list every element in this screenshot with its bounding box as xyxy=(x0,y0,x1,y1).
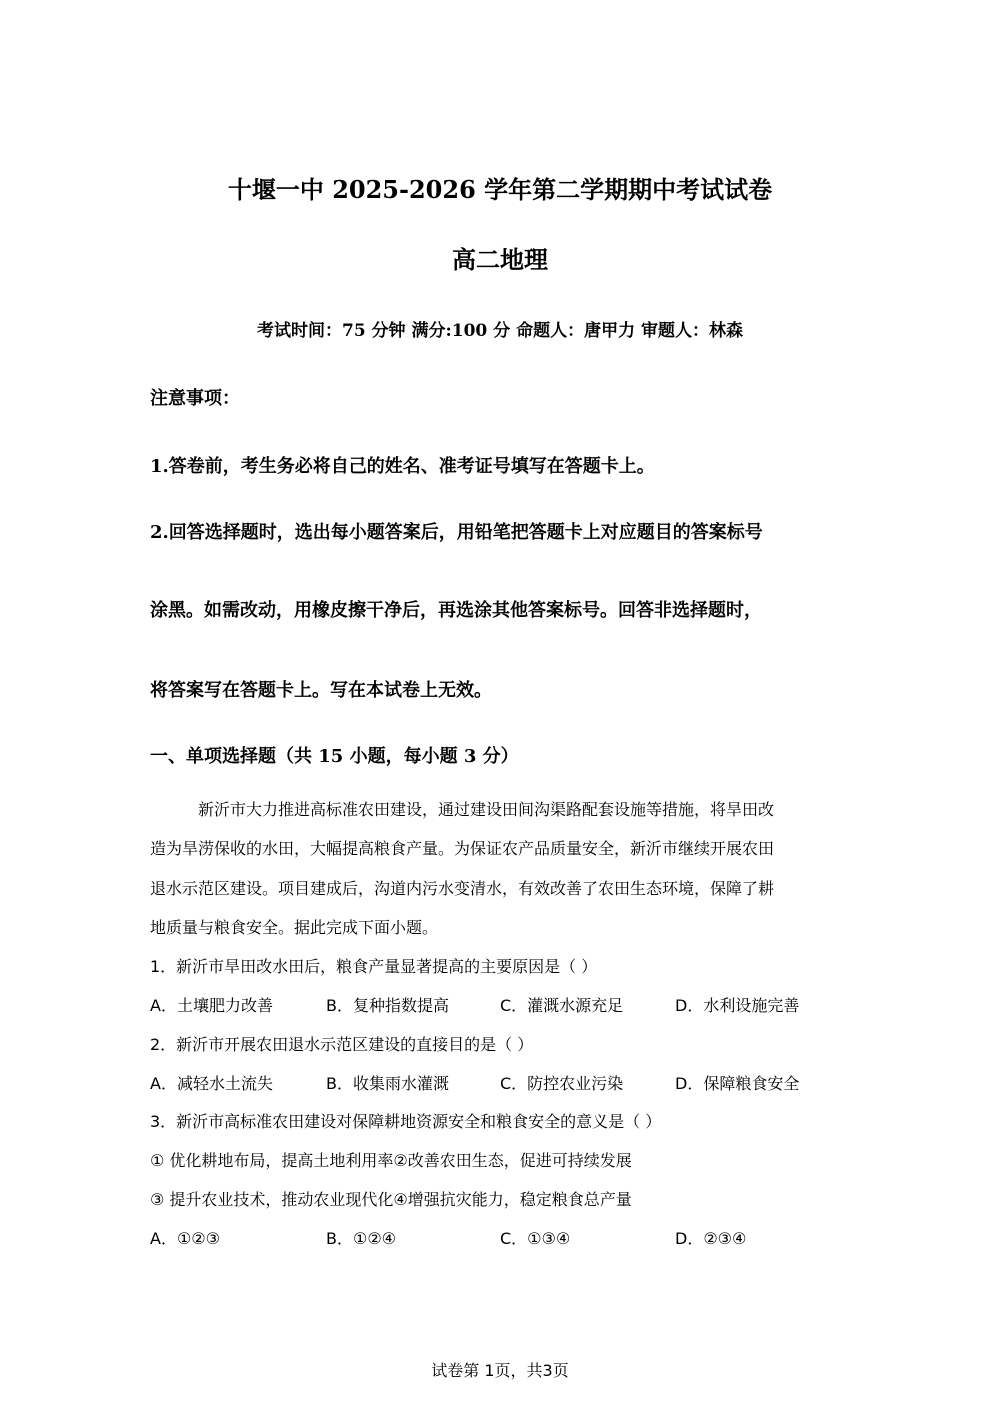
passage-line-4: 地质量与粮食安全。据此完成下面小题。 xyxy=(150,918,439,937)
passage-line-3: 退水示范区建设。项目建成后，沟道内污水变清水，有效改善了农田生态环境，保障了耕 xyxy=(150,879,775,898)
question-1-option-d: D．水利设施完善 xyxy=(675,996,800,1015)
notice-heading: 注意事项： xyxy=(150,388,240,409)
question-2-option-d: D．保障粮食安全 xyxy=(675,1074,800,1093)
notice-item-2-line-1: 2.回答选择题时，选出每小题答案后，用铅笔把答题卡上对应题目的答案标号 xyxy=(150,522,763,543)
question-1-stem: 1．新沂市旱田改水田后，粮食产量显著提高的主要原因是（ ） xyxy=(150,957,598,976)
question-3-option-c: C．①③④ xyxy=(500,1229,571,1248)
exam-info: 考试时间：75 分钟 满分:100 分 命题人：唐甲力 审题人：林森 xyxy=(256,321,743,341)
question-3-statement-1: ① 优化耕地布局，提高土地利用率②改善农田生态，促进可持续发展 xyxy=(150,1151,632,1170)
question-3-stem: 3．新沂市高标准农田建设对保障耕地资源安全和粮食安全的意义是（ ） xyxy=(150,1112,662,1131)
section-heading: 一、单项选择题（共 15 小题，每小题 3 分） xyxy=(150,746,519,767)
question-3-statement-2: ③ 提升农业技术，推动农业现代化④增强抗灾能力，稳定粮食总产量 xyxy=(150,1190,632,1209)
passage-line-2: 造为旱涝保收的水田，大幅提高粮食产量。为保证农产品质量安全，新沂市继续开展农田 xyxy=(150,839,775,858)
question-3-option-a: A．①②③ xyxy=(150,1229,220,1248)
question-1-option-a: A．土壤肥力改善 xyxy=(150,996,273,1015)
subject-title: 高二地理 xyxy=(452,245,548,274)
question-1-option-c: C．灌溉水源充足 xyxy=(500,996,624,1015)
question-2-stem: 2．新沂市开展农田退水示范区建设的直接目的是（ ） xyxy=(150,1035,534,1054)
question-2-option-b: B．收集雨水灌溉 xyxy=(326,1074,449,1093)
question-2-option-a: A．减轻水土流失 xyxy=(150,1074,273,1093)
notice-item-2-line-2: 涂黑。如需改动，用橡皮擦干净后，再选涂其他答案标号。回答非选择题时， xyxy=(150,600,762,621)
question-3-option-d: D．②③④ xyxy=(675,1229,747,1248)
notice-item-1: 1.答卷前，考生务必将自己的姓名、准考证号填写在答题卡上。 xyxy=(150,456,655,477)
question-1-option-b: B．复种指数提高 xyxy=(326,996,449,1015)
page-footer: 试卷第 1页，共3页 xyxy=(431,1361,569,1380)
passage-line-1: 新沂市大力推进高标准农田建设，通过建设田间沟渠路配套设施等措施，将旱田改 xyxy=(198,800,775,819)
question-2-option-c: C．防控农业污染 xyxy=(500,1074,624,1093)
exam-title: 十堰一中 2025-2026 学年第二学期期中考试试卷 xyxy=(227,175,773,204)
question-3-option-b: B．①②④ xyxy=(326,1229,397,1248)
notice-item-2-line-3: 将答案写在答题卡上。写在本试卷上无效。 xyxy=(150,680,492,701)
